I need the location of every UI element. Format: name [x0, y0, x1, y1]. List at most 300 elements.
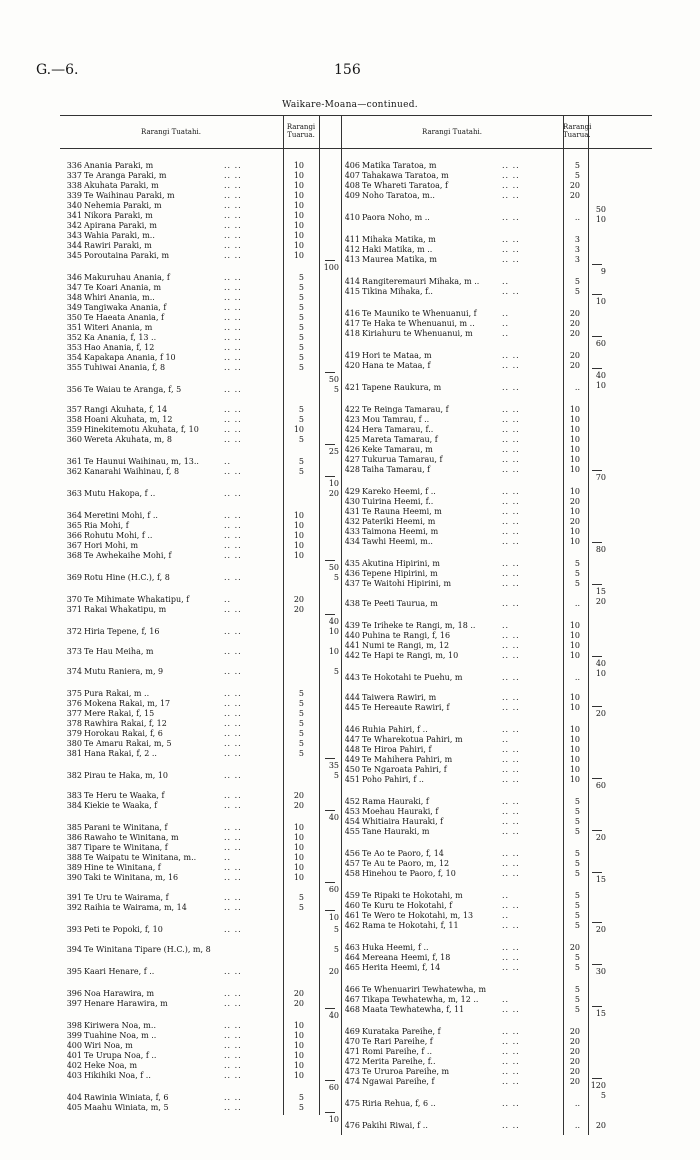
table-row [338, 693, 588, 703]
share-value: 10 [293, 241, 304, 250]
share-value: 10 [293, 521, 304, 530]
table-row [338, 745, 588, 755]
leader-dots: .. .. [224, 241, 242, 250]
leader-dots: .. .. [502, 455, 520, 464]
table-row [338, 161, 588, 171]
table-row [338, 415, 588, 425]
table-row [338, 817, 588, 827]
table-row [338, 559, 588, 569]
table-row [60, 273, 310, 283]
subtotal-value: 15 [595, 1009, 606, 1018]
leader-dots: .. .. [224, 353, 242, 362]
owner-name: Haki Matika, m .. [362, 245, 433, 254]
table-row [60, 967, 310, 977]
subtotal-value: 80 [595, 545, 606, 554]
owner-name: Hiria Tepene, f, 16 [84, 627, 160, 636]
owner-name: Hana te Mataa, f [362, 361, 431, 370]
owner-name: Hine te Winitana, f [84, 863, 161, 872]
owner-name: Te Mauniko te Whenuanui, f [362, 309, 477, 318]
owner-name: Nikora Paraki, m [84, 211, 153, 220]
table-row [60, 415, 310, 425]
table-row [338, 631, 588, 641]
owner-name: Te Haka te Whenuanui, m .. [362, 319, 475, 328]
table-row [60, 385, 310, 395]
leader-dots: .. .. [224, 709, 242, 718]
subtotal-value: 20 [595, 709, 606, 718]
owner-name: Peti te Popoki, f, 10 [84, 925, 163, 934]
subtotal-value: 5 [333, 771, 339, 780]
subtotal-rule [592, 872, 602, 873]
subtotal-value: 20 [595, 925, 606, 934]
leader-dots: .. .. [502, 1067, 520, 1076]
owner-name: Tuahine Noa, m .. [84, 1031, 157, 1040]
owner-name: Hoani Akuhata, m, 12 [84, 415, 173, 424]
table-row [338, 487, 588, 497]
leader-dots: .. .. [502, 569, 520, 578]
entry-number: 372 [66, 627, 82, 636]
subtotal-value: 60 [595, 781, 606, 790]
subtotal-rule [325, 444, 335, 445]
share-value: 3 [574, 245, 580, 254]
share-value: 10 [293, 511, 304, 520]
table-row [338, 963, 588, 973]
table-row [338, 255, 588, 265]
share-value: 5 [298, 719, 304, 728]
entry-number: 360 [66, 435, 82, 444]
entry-number: 366 [66, 531, 82, 540]
table-row [60, 551, 310, 561]
table-row [60, 343, 310, 353]
leader-dots: .. .. [224, 893, 242, 902]
leader-dots: .. .. [502, 497, 520, 506]
table-row [60, 293, 310, 303]
entry-number: 433 [344, 527, 360, 536]
entry-number: 347 [66, 283, 82, 292]
owner-name: Horokau Rakai, f, 6 [84, 729, 163, 738]
owner-name: Te Peeti Taurua, m [362, 599, 438, 608]
owner-name: Te Uru te Wairama, f [84, 893, 169, 902]
leader-dots: .. .. [224, 1103, 242, 1112]
entry-number: 456 [344, 849, 360, 858]
leader-dots: .. [502, 319, 510, 328]
entry-number: 341 [66, 211, 82, 220]
owner-name: Henare Harawira, m [84, 999, 168, 1008]
table-row [338, 621, 588, 631]
share-value: 10 [569, 507, 580, 516]
owner-name: Te Amaru Rakai, m, 5 [84, 739, 172, 748]
table-row [338, 985, 588, 995]
entry-number: 459 [344, 891, 360, 900]
table-row [60, 945, 310, 955]
subtotal-rule [592, 264, 602, 265]
entry-number: 370 [66, 595, 82, 604]
leader-dots: .. .. [502, 755, 520, 764]
entry-number: 399 [66, 1031, 82, 1040]
share-value: 5 [298, 739, 304, 748]
subtotal-rule [592, 1078, 602, 1079]
table-row [60, 353, 310, 363]
leader-dots: .. [502, 735, 510, 744]
table-row [338, 995, 588, 1005]
entry-number: 374 [66, 667, 82, 676]
owner-name: Te Wero te Hokotahi, m, 13 [362, 911, 474, 920]
share-value: 5 [298, 323, 304, 332]
owner-name: Hana Rakai, f, 2 .. [84, 749, 157, 758]
leader-dots: .. .. [224, 1021, 242, 1030]
entry-number: 400 [66, 1041, 82, 1050]
subtotal-value: 60 [328, 885, 339, 894]
share-value: 5 [574, 921, 580, 930]
leader-dots: .. .. [502, 1037, 520, 1046]
table-row [60, 833, 310, 843]
entry-number: 435 [344, 559, 360, 568]
column-header-shares-right [563, 123, 592, 139]
owner-name: Apirana Paraki, m [84, 221, 157, 230]
table-row [60, 181, 310, 191]
owner-name: Te Hau Meiha, m [84, 647, 154, 656]
share-value: 3 [574, 255, 580, 264]
table-caption: Waikare-Moana—continued. [282, 100, 418, 110]
owner-name: Akuhata Paraki, m [84, 181, 159, 190]
share-value: 10 [569, 415, 580, 424]
share-value: 5 [298, 1093, 304, 1102]
share-value: 20 [569, 1027, 580, 1036]
owner-name: Tapene Raukura, m [362, 383, 442, 392]
owner-name: Anania Paraki, m [84, 161, 154, 170]
share-value: 10 [569, 725, 580, 734]
table-row [60, 201, 310, 211]
subtotal-rule [592, 1006, 602, 1007]
table-row [60, 531, 310, 541]
entry-number: 452 [344, 797, 360, 806]
leader-dots: .. .. [502, 651, 520, 660]
table-row [338, 641, 588, 651]
subtotal-value: 10 [328, 647, 339, 656]
owner-name: Tuhiwai Anania, f, 8 [84, 363, 166, 372]
share-value: 3 [574, 235, 580, 244]
leader-dots: .. .. [224, 171, 242, 180]
entry-number: 362 [66, 467, 82, 476]
owner-name: Te Ripaki te Hokotahi, m [362, 891, 463, 900]
subtotal-rule [325, 1080, 335, 1081]
share-value: 10 [569, 621, 580, 630]
leader-dots: .. .. [224, 739, 242, 748]
subtotal-value: 5 [600, 1091, 606, 1100]
table-row [60, 425, 310, 435]
share-value: 20 [569, 1057, 580, 1066]
share-value: 5 [574, 1005, 580, 1014]
entry-number: 384 [66, 801, 82, 810]
leader-dots: .. .. [502, 1005, 520, 1014]
owner-name: Tepene Hipirini, m [362, 569, 438, 578]
share-value: .. [574, 383, 580, 392]
entry-number: 467 [344, 995, 360, 1004]
owner-name: Akutina Hipirini, m [362, 559, 440, 568]
entry-number: 417 [344, 319, 360, 328]
share-value: 10 [569, 735, 580, 744]
owner-name: Te Au te Paoro, m, 12 [362, 859, 450, 868]
owner-name: Te Waihinau Paraki, m [84, 191, 175, 200]
share-value: 5 [574, 277, 580, 286]
share-value: 5 [298, 729, 304, 738]
owner-name: Hori te Mataa, m [362, 351, 432, 360]
leader-dots: .. [224, 457, 232, 466]
table-row [338, 725, 588, 735]
entry-number: 401 [66, 1051, 82, 1060]
share-value: 10 [293, 531, 304, 540]
leader-dots: .. .. [224, 489, 242, 498]
table-row [338, 235, 588, 245]
entry-number: 365 [66, 521, 82, 530]
entry-number: 369 [66, 573, 82, 582]
leader-dots: .. .. [502, 901, 520, 910]
entry-number: 430 [344, 497, 360, 506]
table-row [60, 231, 310, 241]
entry-number: 342 [66, 221, 82, 230]
owner-name: Rama te Hokotahi, f, 11 [362, 921, 459, 930]
owner-name: Rangiteremauri Mihaka, m .. [362, 277, 480, 286]
table-row [338, 319, 588, 329]
entry-number: 450 [344, 765, 360, 774]
table-row [60, 853, 310, 863]
owner-name: Tikapa Tewhatewha, m, 12 .. [362, 995, 479, 1004]
leader-dots: .. .. [224, 667, 242, 676]
owner-name: Rama Hauraki, f [362, 797, 429, 806]
leader-dots: .. .. [502, 415, 520, 424]
table-row [338, 869, 588, 879]
entry-number: 353 [66, 343, 82, 352]
table-row [338, 1037, 588, 1047]
table-row [60, 283, 310, 293]
leader-dots: .. .. [224, 791, 242, 800]
entry-number: 428 [344, 465, 360, 474]
entry-number: 427 [344, 455, 360, 464]
owner-name: Hao Anania, f, 12 [84, 343, 155, 352]
share-value: 10 [569, 651, 580, 660]
owner-name: Makuruhau Anania, f [84, 273, 170, 282]
owner-name: Hinehou te Paoro, f, 10 [362, 869, 456, 878]
share-value: 5 [574, 891, 580, 900]
subtotal-value: 10 [328, 913, 339, 922]
entry-number: 476 [344, 1121, 360, 1130]
owner-name: Tukurua Tamarau, f [362, 455, 443, 464]
share-value: 5 [298, 343, 304, 352]
leader-dots: .. .. [224, 699, 242, 708]
leader-dots: .. .. [502, 963, 520, 972]
share-value: 5 [298, 333, 304, 342]
entry-number: 434 [344, 537, 360, 546]
table-row [338, 287, 588, 297]
entry-number: 395 [66, 967, 82, 976]
share-value: 10 [293, 1071, 304, 1080]
entry-number: 392 [66, 903, 82, 912]
subtotal-rule [325, 560, 335, 561]
owner-name: Herita Heemi, f, 14 [362, 963, 441, 972]
leader-dots: .. .. [224, 221, 242, 230]
table-row [338, 901, 588, 911]
leader-dots: .. .. [502, 775, 520, 784]
entry-number: 376 [66, 699, 82, 708]
table-row [338, 735, 588, 745]
share-value: 5 [574, 901, 580, 910]
share-value: 10 [293, 191, 304, 200]
share-value: 5 [298, 709, 304, 718]
leader-dots: .. [502, 309, 510, 318]
leader-dots: .. [224, 595, 232, 604]
share-value: 20 [293, 791, 304, 800]
leader-dots: .. .. [224, 689, 242, 698]
subtotal-value: 5 [333, 573, 339, 582]
subtotal-value: 40 [328, 813, 339, 822]
subtotal-value: 40 [595, 659, 606, 668]
owner-name: Nehemia Paraki, m [84, 201, 162, 210]
table-row [60, 467, 310, 477]
leader-dots: .. .. [224, 333, 242, 342]
leader-dots: .. .. [224, 771, 242, 780]
owner-name: Kiriahuru te Whenuanui, m [362, 329, 473, 338]
table-row [60, 1103, 310, 1113]
entry-number: 380 [66, 739, 82, 748]
table-row [338, 797, 588, 807]
share-value: 10 [293, 541, 304, 550]
leader-dots: .. .. [502, 507, 520, 516]
share-value: 20 [569, 1047, 580, 1056]
share-value: 5 [298, 903, 304, 912]
table-row [338, 849, 588, 859]
entry-number: 468 [344, 1005, 360, 1014]
entry-number: 339 [66, 191, 82, 200]
entry-number: 397 [66, 999, 82, 1008]
entry-number: 441 [344, 641, 360, 650]
leader-dots: .. .. [502, 693, 520, 702]
leader-dots: .. .. [224, 323, 242, 332]
table-row [338, 953, 588, 963]
entry-number: 444 [344, 693, 360, 702]
leader-dots: .. .. [502, 383, 520, 392]
entry-number: 426 [344, 445, 360, 454]
entry-number: 448 [344, 745, 360, 754]
entry-number: 415 [344, 287, 360, 296]
share-value: 10 [569, 755, 580, 764]
leader-dots: .. .. [502, 425, 520, 434]
subtotal-rule [592, 368, 602, 369]
entry-number: 422 [344, 405, 360, 414]
owner-name: Te Heru te Waaka, f [84, 791, 165, 800]
owner-name: Keke Tamarau, m [362, 445, 433, 454]
leader-dots: .. .. [502, 817, 520, 826]
entry-number: 424 [344, 425, 360, 434]
share-value: 10 [569, 745, 580, 754]
entry-number: 361 [66, 457, 82, 466]
entry-number: 385 [66, 823, 82, 832]
table-row [338, 827, 588, 837]
owner-name: Kiriwera Noa, m.. [84, 1021, 156, 1030]
share-value: 20 [569, 329, 580, 338]
leader-dots: .. .. [224, 415, 242, 424]
table-row [338, 891, 588, 901]
share-value: 10 [293, 211, 304, 220]
entry-number: 389 [66, 863, 82, 872]
subtotal-rule [592, 336, 602, 337]
entry-number: 379 [66, 729, 82, 738]
entry-number: 464 [344, 953, 360, 962]
owner-name: Mareta Tamarau, f [362, 435, 438, 444]
entry-number: 421 [344, 383, 360, 392]
entry-number: 418 [344, 329, 360, 338]
leader-dots: .. .. [224, 863, 242, 872]
owner-name: Romi Pareihe, f .. [362, 1047, 432, 1056]
leader-dots: .. .. [224, 1093, 242, 1102]
owner-name: Noho Taratoa, m.. [362, 191, 435, 200]
share-value: 5 [574, 817, 580, 826]
subtotal-value: 10 [595, 297, 606, 306]
subtotal-value: 25 [328, 447, 339, 456]
table-row [338, 599, 588, 609]
table-row [60, 313, 310, 323]
share-value: 20 [569, 351, 580, 360]
owner-name: Te Koari Anania, m [84, 283, 162, 292]
table-row [60, 823, 310, 833]
share-value: 5 [574, 869, 580, 878]
share-value: 20 [569, 181, 580, 190]
owner-name: Kaari Henare, f .. [84, 967, 155, 976]
entry-number: 373 [66, 647, 82, 656]
entry-number: 461 [344, 911, 360, 920]
leader-dots: .. .. [224, 385, 242, 394]
entry-number: 378 [66, 719, 82, 728]
entry-number: 449 [344, 755, 360, 764]
entry-number: 469 [344, 1027, 360, 1036]
entry-number: 344 [66, 241, 82, 250]
leader-dots: .. .. [502, 213, 520, 222]
leader-dots: .. .. [502, 703, 520, 712]
leader-dots: .. .. [224, 903, 242, 912]
page-number: 156 [334, 62, 361, 78]
subtotal-rule [325, 1008, 335, 1009]
subtotal-rule [592, 470, 602, 471]
column-header-shares-left [283, 123, 319, 139]
table-row [338, 1121, 588, 1131]
entry-number: 413 [344, 255, 360, 264]
leader-dots: .. .. [224, 303, 242, 312]
table-row [338, 1057, 588, 1067]
table-row [60, 211, 310, 221]
entry-number: 382 [66, 771, 82, 780]
share-value: 10 [569, 527, 580, 536]
owner-name: Pura Rakai, m .. [84, 689, 150, 698]
table-row [60, 667, 310, 677]
entry-number: 470 [344, 1037, 360, 1046]
subtotal-rule [592, 830, 602, 831]
table-row [338, 1099, 588, 1109]
table-row [60, 1041, 310, 1051]
entry-number: 364 [66, 511, 82, 520]
subtotal-value: 50 [328, 563, 339, 572]
leader-dots: .. .. [224, 1051, 242, 1060]
subtotal-value: 5 [333, 385, 339, 394]
owner-name: Raihia te Wairama, m, 14 [84, 903, 187, 912]
owner-name: Rawinia Winiata, f, 6 [84, 1093, 169, 1102]
leader-dots: .. .. [502, 245, 520, 254]
subtotal-rule [325, 1112, 335, 1113]
owner-name: Rawaho te Winitana, m [84, 833, 179, 842]
entry-number: 425 [344, 435, 360, 444]
table-row [338, 191, 588, 201]
subtotal-value: 20 [328, 489, 339, 498]
owner-name: Mutu Hakopa, f .. [84, 489, 156, 498]
owner-name: Witeri Anania, m [84, 323, 153, 332]
leader-dots: .. .. [224, 273, 242, 282]
